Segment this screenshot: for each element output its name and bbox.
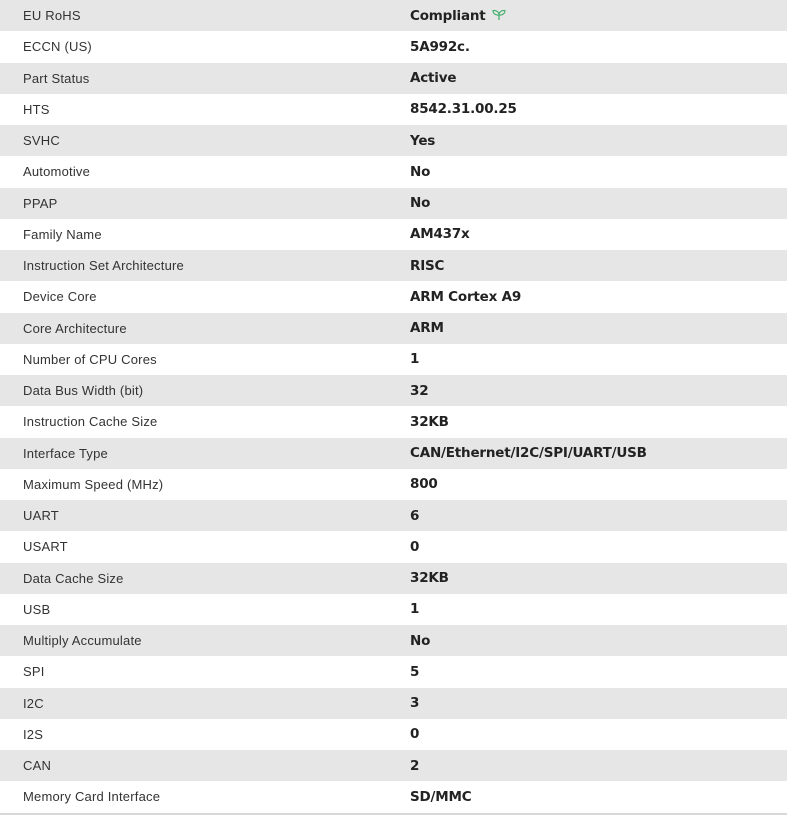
spec-label: EU RoHS bbox=[23, 8, 81, 24]
spec-value: AM437x bbox=[410, 226, 470, 243]
spec-value: 32 bbox=[410, 382, 429, 399]
spec-label: HTS bbox=[23, 101, 50, 117]
spec-value: No bbox=[410, 195, 431, 212]
spec-value: Active bbox=[410, 70, 457, 87]
spec-value: ARM Cortex A9 bbox=[410, 288, 522, 305]
spec-label: Interface Type bbox=[23, 445, 108, 461]
spec-value: 5 bbox=[410, 663, 420, 680]
spec-label: ECCN (US) bbox=[23, 39, 92, 55]
spec-row bbox=[0, 719, 787, 750]
spec-row bbox=[0, 125, 787, 156]
spec-row bbox=[0, 594, 787, 625]
spec-label: CAN bbox=[23, 758, 52, 774]
spec-label: UART bbox=[23, 508, 59, 524]
spec-value-cell bbox=[410, 281, 787, 312]
spec-value-cell bbox=[410, 250, 787, 281]
spec-value-cell bbox=[410, 344, 787, 375]
spec-value-cell bbox=[410, 156, 787, 187]
spec-value-cell bbox=[410, 313, 787, 344]
spec-value-cell bbox=[410, 63, 787, 94]
spec-value: CAN/Ethernet/I2C/SPI/UART/USB bbox=[410, 445, 647, 462]
spec-value: 1 bbox=[410, 601, 420, 618]
spec-label: Data Cache Size bbox=[23, 570, 124, 586]
spec-value-cell bbox=[410, 0, 787, 31]
spec-value-cell bbox=[410, 750, 787, 781]
spec-row bbox=[0, 469, 787, 500]
spec-value-cell bbox=[410, 94, 787, 125]
spec-value-cell bbox=[410, 563, 787, 594]
spec-value-cell bbox=[410, 688, 787, 719]
spec-row bbox=[0, 531, 787, 562]
spec-value-cell bbox=[410, 406, 787, 437]
spec-row bbox=[0, 0, 787, 31]
spec-row bbox=[0, 500, 787, 531]
spec-label: Automotive bbox=[23, 164, 91, 180]
spec-value: 2 bbox=[410, 757, 420, 774]
spec-row bbox=[0, 156, 787, 187]
spec-row bbox=[0, 406, 787, 437]
spec-label: USART bbox=[23, 539, 68, 555]
spec-value: 0 bbox=[410, 538, 420, 555]
spec-value: SD/MMC bbox=[410, 788, 472, 805]
spec-row bbox=[0, 94, 787, 125]
spec-row bbox=[0, 688, 787, 719]
spec-label: Part Status bbox=[23, 70, 90, 86]
spec-row bbox=[0, 281, 787, 312]
spec-value-cell bbox=[410, 375, 787, 406]
spec-value-cell bbox=[410, 719, 787, 750]
spec-row bbox=[0, 656, 787, 687]
spec-value: 32KB bbox=[410, 413, 449, 430]
spec-row bbox=[0, 188, 787, 219]
spec-value: No bbox=[410, 632, 431, 649]
spec-value-cell bbox=[410, 469, 787, 500]
spec-label: I2C bbox=[23, 695, 44, 711]
spec-row bbox=[0, 375, 787, 406]
spec-row bbox=[0, 438, 787, 469]
spec-label: Memory Card Interface bbox=[23, 789, 161, 805]
spec-value: 5A992c. bbox=[410, 38, 470, 55]
spec-value: Yes bbox=[410, 132, 436, 149]
spec-value-cell bbox=[410, 625, 787, 656]
spec-label: Device Core bbox=[23, 289, 97, 305]
spec-label: Number of CPU Cores bbox=[23, 351, 157, 367]
spec-row bbox=[0, 63, 787, 94]
spec-row bbox=[0, 625, 787, 656]
spec-value: Compliant bbox=[410, 7, 486, 24]
spec-value-cell bbox=[410, 531, 787, 562]
spec-row bbox=[0, 313, 787, 344]
spec-label: PPAP bbox=[23, 195, 58, 211]
spec-value: ARM bbox=[410, 320, 444, 337]
spec-value: 32KB bbox=[410, 570, 449, 587]
spec-label: Data Bus Width (bit) bbox=[23, 383, 144, 399]
spec-value-cell bbox=[410, 188, 787, 219]
spec-value-cell bbox=[410, 31, 787, 62]
spec-label: Core Architecture bbox=[23, 320, 127, 336]
spec-value-cell bbox=[410, 594, 787, 625]
spec-value-cell bbox=[410, 781, 787, 812]
spec-value: 3 bbox=[410, 695, 420, 712]
spec-value-cell bbox=[410, 500, 787, 531]
spec-value: 0 bbox=[410, 726, 420, 743]
spec-value-cell bbox=[410, 656, 787, 687]
spec-label: Maximum Speed (MHz) bbox=[23, 476, 164, 492]
spec-value: 6 bbox=[410, 507, 420, 524]
spec-row bbox=[0, 750, 787, 781]
spec-label: Multiply Accumulate bbox=[23, 633, 142, 649]
spec-label: SVHC bbox=[23, 133, 60, 149]
leaf-icon bbox=[492, 9, 506, 21]
spec-row bbox=[0, 563, 787, 594]
spec-value-cell bbox=[410, 219, 787, 250]
spec-value: 1 bbox=[410, 351, 420, 368]
spec-row bbox=[0, 31, 787, 62]
spec-value: 800 bbox=[410, 476, 438, 493]
spec-label: SPI bbox=[23, 664, 45, 680]
spec-value: RISC bbox=[410, 257, 445, 274]
spec-value-cell bbox=[410, 438, 787, 469]
spec-value: 8542.31.00.25 bbox=[410, 101, 517, 118]
spec-value-cell bbox=[410, 125, 787, 156]
spec-label: Family Name bbox=[23, 226, 102, 242]
spec-value: No bbox=[410, 163, 431, 180]
spec-row bbox=[0, 250, 787, 281]
spec-label: I2S bbox=[23, 726, 44, 742]
spec-label: USB bbox=[23, 601, 51, 617]
spec-label: Instruction Set Architecture bbox=[23, 258, 184, 274]
spec-row bbox=[0, 219, 787, 250]
spec-row bbox=[0, 344, 787, 375]
spec-row bbox=[0, 781, 787, 812]
spec-label: Instruction Cache Size bbox=[23, 414, 158, 430]
